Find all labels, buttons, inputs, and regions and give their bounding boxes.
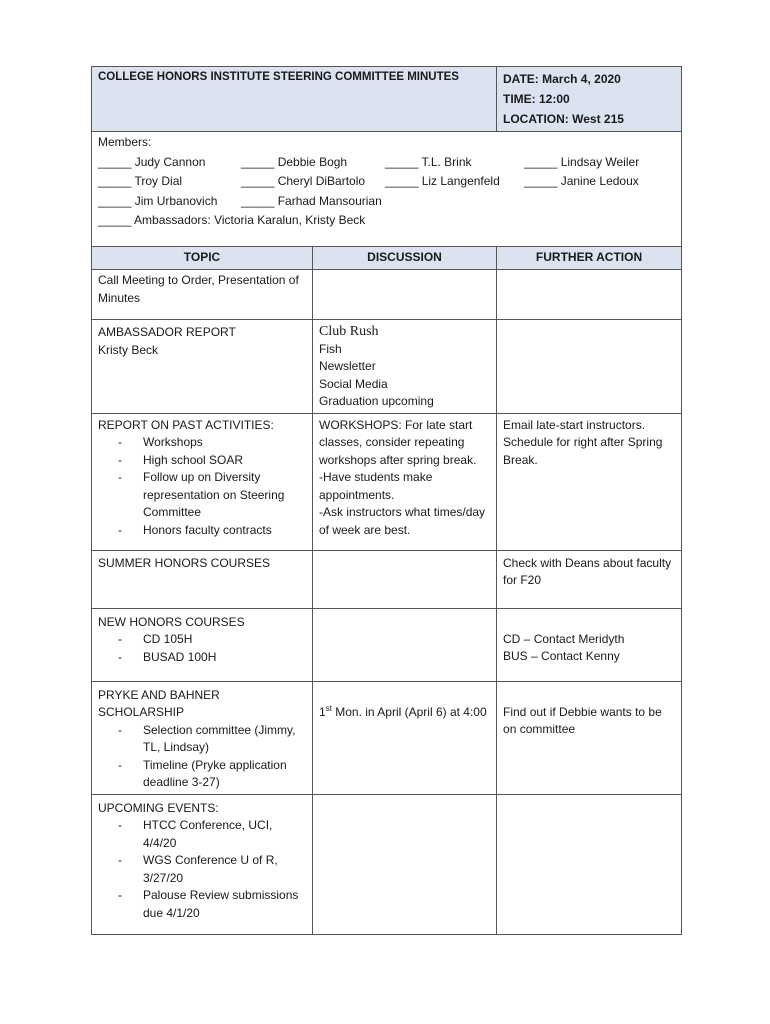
- topic-cell: [92, 794, 313, 934]
- discussion-line: Club Rush: [319, 324, 379, 339]
- action-line: CD – Contact Meridyth: [503, 631, 625, 646]
- table-row: [92, 608, 682, 681]
- member-entry: _____ Cheryl DiBartolo: [241, 174, 366, 188]
- list-item: - Workshops: [98, 434, 306, 452]
- member-entry: _____ Lindsay Weiler: [524, 154, 640, 169]
- table-row: [92, 413, 682, 550]
- discussion-cell: [313, 681, 497, 794]
- member-entry: _____ Jim Urbanovich: [98, 193, 218, 208]
- topic-cell: Call Meeting to Order, Presentation of Minutes: [92, 270, 313, 320]
- members-row: [92, 132, 682, 247]
- meeting-info: [497, 67, 682, 132]
- discussion-line: WORKSHOPS: For late start classes, consider repeating workshops after spring break.: [319, 417, 477, 467]
- action-cell: [497, 608, 682, 681]
- column-header-topic: TOPIC: [92, 247, 313, 270]
- list-item: - Honors faculty contracts: [98, 522, 306, 540]
- topic-cell: [92, 608, 313, 681]
- ambassadors-entry: _____ Ambassadors: Victoria Karalun, Kristy Beck: [98, 213, 366, 227]
- discussion-line: Social Media: [319, 376, 388, 391]
- discussion-ordinal: 1: [319, 704, 326, 719]
- action-cell: Find out if Debbie wants to be on committee: [497, 681, 682, 794]
- action-cell: [497, 270, 682, 320]
- list-item: - Follow up on Diversity representation on Steering Committee: [98, 469, 306, 522]
- discussion-line: Fish: [319, 341, 342, 356]
- column-header-discussion: DISCUSSION: [313, 247, 497, 270]
- discussion-cell: [313, 550, 497, 608]
- list-item: - BUSAD 100H: [98, 649, 306, 667]
- members-label: Members:: [98, 135, 152, 149]
- member-entry: _____ T.L. Brink: [385, 154, 472, 169]
- action-cell: Check with Deans about faculty for F20: [497, 550, 682, 608]
- action-cell: Email late-start instructors. Schedule for right after Spring Break.: [497, 413, 682, 550]
- member-entry: _____ Farhad Mansourian: [241, 193, 382, 208]
- topic-list: [98, 434, 306, 539]
- action-line: BUS – Contact Kenny: [503, 649, 620, 663]
- member-entry: _____ Liz Langenfeld: [385, 174, 500, 188]
- list-item: - Timeline (Pryke application deadline 3-27): [98, 757, 306, 792]
- discussion-cell: [313, 270, 497, 320]
- discussion-cell: [313, 320, 497, 414]
- discussion-cell: [313, 413, 497, 550]
- table-row: [92, 550, 682, 608]
- minutes-table: [91, 66, 682, 935]
- members-section: [92, 132, 682, 247]
- topic-title: NEW HONORS COURSES: [98, 614, 245, 629]
- column-header-further-action: FURTHER ACTION: [497, 247, 682, 270]
- ordinal-suffix: st: [325, 703, 332, 713]
- topic-list: [98, 631, 306, 666]
- topic-title: REPORT ON PAST ACTIVITIES:: [98, 417, 274, 432]
- list-item: - WGS Conference U of R, 3/27/20: [98, 852, 306, 887]
- discussion-line: -Ask instructors what times/day of week are best.: [319, 505, 486, 537]
- topic-cell: [92, 413, 313, 550]
- members-label-line: [98, 134, 675, 154]
- member-entry: _____ Judy Cannon: [98, 154, 206, 169]
- topic-title: UPCOMING EVENTS:: [98, 800, 219, 815]
- members-line-3: [98, 193, 675, 213]
- member-entry: _____ Debbie Bogh: [241, 154, 348, 169]
- column-header-row: [92, 247, 682, 270]
- topic-list: [98, 722, 306, 792]
- members-line-2: [98, 173, 675, 193]
- meeting-time: TIME: 12:00: [503, 92, 570, 106]
- discussion-cell: [313, 794, 497, 934]
- document-title: COLLEGE HONORS INSTITUTE STEERING COMMITTEE MINUTES: [92, 67, 497, 132]
- action-cell: [497, 794, 682, 934]
- member-entry: _____ Janine Ledoux: [524, 174, 639, 188]
- list-item: - Selection committee (Jimmy, TL, Lindsay): [98, 722, 306, 757]
- topic-cell: [92, 320, 313, 414]
- discussion-line: Newsletter: [319, 359, 376, 373]
- list-item: - HTCC Conference, UCI, 4/4/20: [98, 817, 306, 852]
- list-item: - CD 105H: [98, 631, 306, 649]
- meeting-date: DATE: March 4, 2020: [503, 72, 621, 86]
- discussion-cell: [313, 608, 497, 681]
- header-row: [92, 67, 682, 132]
- topic-cell: [92, 681, 313, 794]
- discussion-line: -Have students make appointments.: [319, 470, 433, 502]
- topic-list: [98, 817, 306, 922]
- members-line-4: [98, 212, 675, 232]
- topic-title: PRYKE AND BAHNER SCHOLARSHIP: [98, 687, 220, 719]
- members-line-1: [98, 154, 675, 174]
- meeting-location: LOCATION: West 215: [503, 112, 624, 126]
- discussion-line: Graduation upcoming: [319, 394, 434, 408]
- list-item: - Palouse Review submissions due 4/1/20: [98, 887, 306, 922]
- action-cell: [497, 320, 682, 414]
- table-row: [92, 681, 682, 794]
- member-entry: _____ Troy Dial: [98, 174, 183, 188]
- topic-cell: SUMMER HONORS COURSES: [92, 550, 313, 608]
- list-item: - High school SOAR: [98, 452, 306, 470]
- table-row: [92, 270, 682, 320]
- table-row: [92, 320, 682, 414]
- discussion-line: Mon. in April (April 6) at 4:00: [331, 704, 487, 719]
- topic-presenter: Kristy Beck: [98, 342, 159, 357]
- table-row: [92, 794, 682, 934]
- topic-title: AMBASSADOR REPORT: [98, 325, 236, 339]
